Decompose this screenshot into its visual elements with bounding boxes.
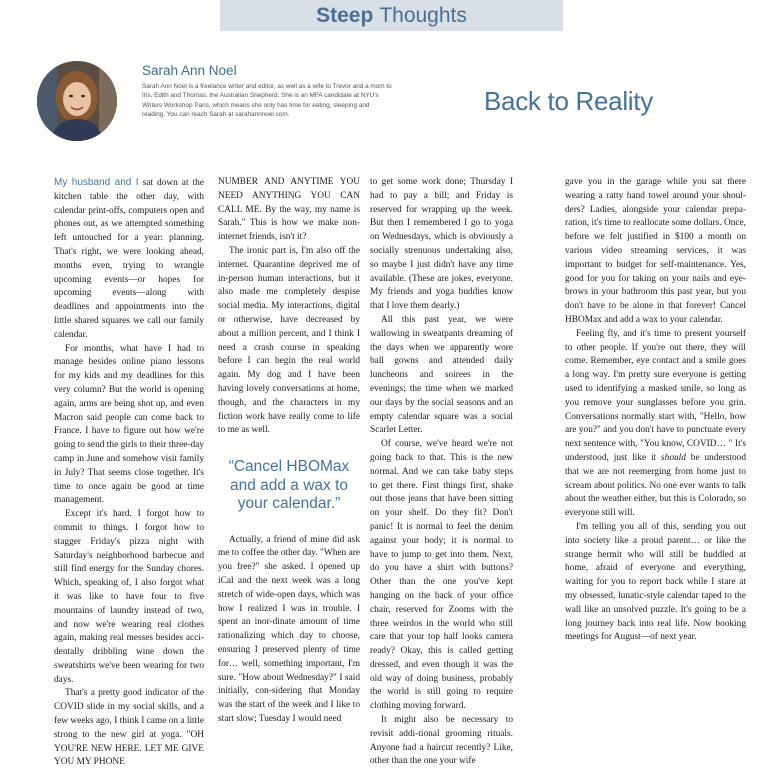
column-brand-strong: Steep	[316, 3, 374, 27]
paragraph: Of course, we've heard we're not going back to that. This is the new normal. And we can take baby steps to get there. First things first, shake out those jeans that have been sitting on your shelf. Do they fit? Don't panic! It is normal to feel the denim against your body; it is normal to have to jump to get into them. Next, do you have a shirt with buttons? Other than the one you've kept hanging on the back of your office chair, reserved for Zooms with the three weirdos in the world who still care that your top half looks camera ready? Okay, this is called getting dressed, and even though it was the old way of doing business, probably the world is still going to require clothing moving forward.	[370, 439, 513, 712]
paragraph-text: Feeling fly, and it's time to present yourself to other people. If you're out there, they will come. Remember, eye contact and a smile goes a long way. I'm pretty sure everyone is getting used to identifying a masked smile, so long as you remove your sunglasses before you grin. Conversations normally start with, "Hello, how are you?" and you don't have to punctuate every next sentence with, "You know, COVID… " It's understood, just like it	[565, 328, 746, 463]
paragraph: Except it's hard. I forgot how to commit to things. I forgot how to stagger Friday's pizza night with Saturday's neighborhood barbecue and still find energy for the Sunday chores. Which, speaking of, I also forgot what it was like to have four to five mountains of laundry instead of two, and now we're wearing real clothes again, making real messes besides acci-dentally dribbling wine down the sweatshirts we've been wearing for two days.	[54, 509, 204, 685]
paragraph: gave you in the garage while you sat there wearing a ratty hand towel around your shoul-ders? Ladies, alongside your calendar prepa-ration, it's time to reallocate some dollars. Once, before we felt justified in $100 a month on various video streaming services, it was important to budget for self-maintenance. Yes, good for you for taking on your nails and eye-brows in your bathroom this past year, but you don't have to be alone in that forever! Cancel HBOMax and add a wax to your calendar.	[565, 177, 746, 325]
article-column-3	[370, 176, 513, 769]
article-column-2	[218, 176, 360, 727]
author-name: Sarah Ann Noel	[142, 63, 237, 78]
author-bio: Sarah Ann Noel is a freelance writer and editor, as well as a wife to Trevor and a mom to Iris, Edith and Thomas, the Australian Shepherd. She is an MFA candidate at NYU's Writers Workshop Paris, which means she only has time for eating, sleeping and reading. You can reach Sarah at sarahannnoel.com.	[142, 83, 392, 119]
pull-quote: “Cancel HBOMax and add a wax to your calendar.”	[228, 458, 350, 513]
paragraph: to get some work done; Thursday I had to pay a bill; and Friday is reserved for wrapping up the week. But then I remembered I go to yoga on Wednesdays, which is obviously a socially strenuous undertaking also, so maybe I just didn't have any time available. (These are jokes, everyone. My friends and yoga buddies know that I love them dearly.)	[370, 177, 513, 312]
author-photo	[37, 61, 117, 141]
emphasis: should	[661, 452, 686, 463]
paragraph: It might also be necessary to revisit addi-tional grooming rituals. Anyone had a haircut recently? Like, other than the one your wife	[370, 715, 513, 767]
paragraph: NUMBER AND ANYTIME YOU NEED ANYTHING YOU CAN CALL ME. By the way, my name is Sarah." This is how we make non-internet friends, isn't it?	[218, 177, 360, 243]
paragraph: All this past year, we were wallowing in sweatpants dreaming of the days when we apparently wore ball gowns and attended daily luncheons and soirees in the evenings; the time when we marked our days by the social seasons and an empty calendar square was a social Scarlet Letter.	[370, 314, 513, 436]
paragraph-text: be understood that we are not reemerging from home just to scream about politics. No one ever wants to talk about the weather either, but this is Colorado, so everyone still will.	[565, 452, 747, 519]
paragraph: I'm telling you all of this, sending you out into society like a proud parent… or like the strange hermit who will still be huddled at home, afraid of everyone and everything, waiting for you to report back while I stare at my obsessed, lunatic-style calendar taped to the wall like an unsolved puzzle. It's going to be a long journey back into real life. Now booking meetings for August—of next year.	[565, 521, 746, 643]
article-column-1	[54, 176, 204, 770]
paragraph-text: sat down at the kitchen table the other day, with calendar print-offs, computers open and phones out, as we attempted something left untouched for a year: planning. That's right, we were looking ahead, months even, trying to wrangle upcoming events—or hopes for upcoming events—along with deadlines and appointments into the little shared squares we call our family calendar.	[54, 178, 204, 340]
paragraph: That's a pretty good indicator of the COVID slide in my social skills, and a few weeks ago, I think I came on a little strong to the new girl at yoga. "OH YOU'RE NEW HERE. LET ME GIVE YOU MY PHONE	[54, 688, 204, 768]
article-lead: My husband and I	[54, 177, 139, 188]
column-brand-light: Thoughts	[379, 3, 467, 27]
paragraph: The ironic part is, I'm also off the internet. Quarantine deprived me of in-person human interactions, but it also made me completely despise social media. My interactions, digital or otherwise, have decreased by about a million percent, and I think I need a crash course in speaking before I can begin the real world again. My dog and I have been having lovely conversations at home, though, and the characters in my fiction work have really come to life to me as well.	[218, 245, 360, 436]
paragraph: Actually, a friend of mine did ask me to coffee the other day. "When are you free?" she asked. I opened up iCal and the next week was a long stretch of wide-open days, which was how I realized I was in trouble. I spent an inor-dinate amount of time rationalizing which day to choose, ensuring I preserved plenty of time for… well, something important, I'm sure. "How about Wednesday?" I said initially, con-sidering that Monday was the start of the week and I like to start slow; Tuesday I would need	[218, 534, 360, 724]
article-title: Back to Reality	[484, 86, 653, 116]
paragraph	[565, 328, 746, 521]
column-header	[220, 0, 563, 31]
paragraph-lead	[54, 176, 204, 343]
paragraph: For months, what have I had to manage besides online piano lessons for my kids and my deadlines for this very column? But the world is opening again, arms are being shot up, and even Macron said people can come back to France. I have to figure out how we're going to send the girls to their three-day camp in June and somehow visit family in July? That seems close together. It's time to once again be good at time management.	[54, 343, 204, 506]
article-column-4	[565, 176, 746, 645]
